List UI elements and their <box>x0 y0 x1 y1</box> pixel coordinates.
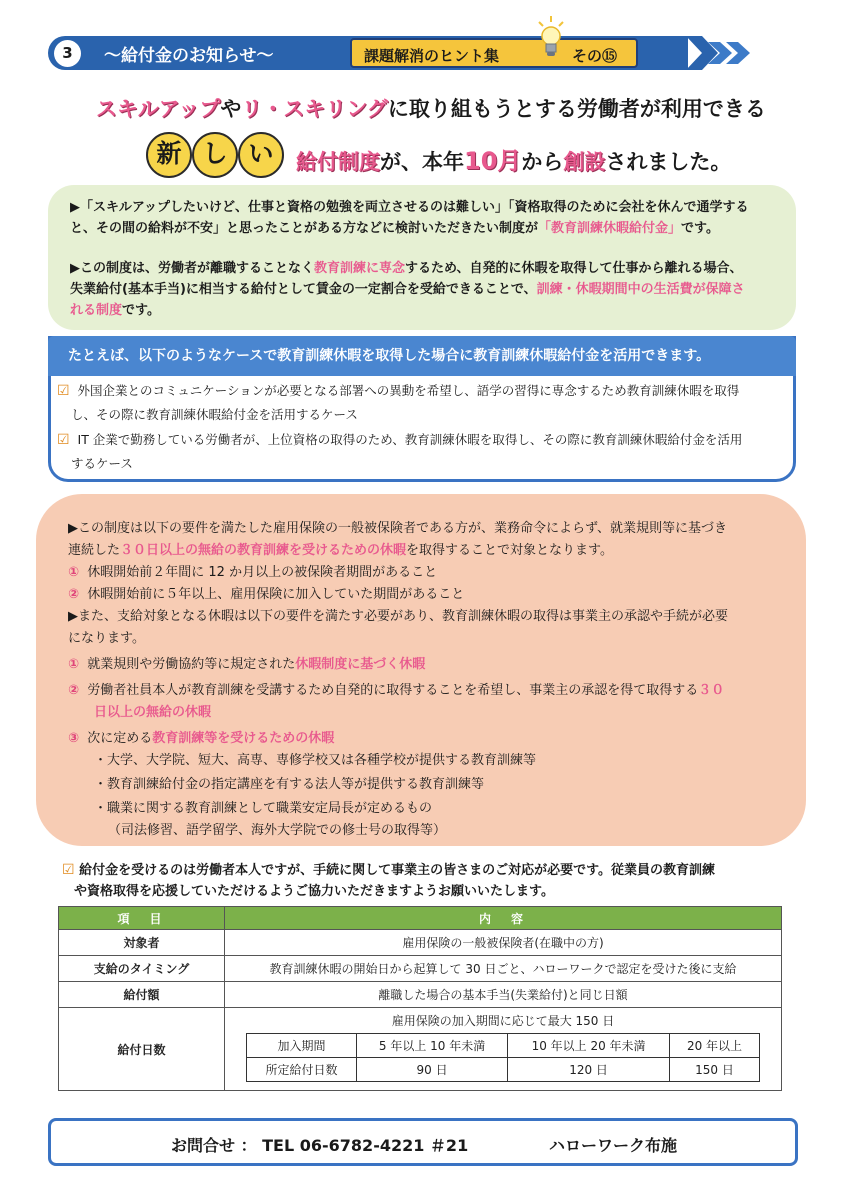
checkbox-icon: ☑ <box>62 862 75 878</box>
contact-phone: お問合せ ： TEL 06-6782-4221 ＃21 <box>171 1136 469 1155</box>
inner-cell: 加入期間 <box>247 1034 357 1058</box>
contact-footer <box>48 1118 798 1166</box>
headline-text: が、本年 <box>380 150 464 174</box>
hint-label: 課題解消のヒント集 <box>364 47 500 65</box>
highlight-text: ３０ <box>698 683 725 698</box>
inner-cell: 5 年以上 10 年未満 <box>357 1034 508 1058</box>
new-char-badge: い <box>238 132 284 178</box>
headline-text: から <box>521 150 564 174</box>
highlight-text: ３０日以上の無給の教育訓練を受けるための休暇 <box>120 543 407 558</box>
checkbox-icon: ☑ <box>57 432 70 448</box>
intro-text: ▶この制度は、労働者が離職することなく <box>70 261 314 276</box>
table-header: 項 目 <box>59 907 225 930</box>
table-cell <box>225 1008 782 1091</box>
table-header: 内 容 <box>225 907 782 930</box>
req-text: 連続した <box>68 543 121 558</box>
hint-label-box <box>350 38 638 68</box>
table-header-row <box>59 907 782 930</box>
highlight-text: 教育訓練に専念 <box>314 261 406 276</box>
headline-line-2 <box>296 141 731 176</box>
headline-text: されました。 <box>605 150 732 174</box>
highlight-text: 訓練・休暇期間中の生活費が保障さ <box>536 282 745 297</box>
days-table <box>246 1033 760 1082</box>
inner-cell: 90 日 <box>357 1058 508 1082</box>
req-text: を取得することで対象となります。 <box>406 543 613 558</box>
item-number: ② <box>68 683 80 698</box>
intro-paragraph-1 <box>70 197 790 239</box>
inner-row <box>247 1034 760 1058</box>
new-char-badge: し <box>192 132 238 178</box>
new-char-badge: 新 <box>146 132 192 178</box>
example-case-1 <box>57 379 793 426</box>
intro-text: 失業給付(基本手当)に相当する給付として賃金の一定割合を受給できることで、 <box>70 282 537 297</box>
table-cell-label: 給付日数 <box>59 1008 225 1091</box>
intro-text: と、その間の給料が不安」と思ったことがある方などに検討いただきたい制度が <box>70 221 539 236</box>
banner-title: ～給付金のお知らせ～ <box>104 46 274 66</box>
inner-row <box>247 1058 760 1082</box>
req-text: 労働者社員本人が教育訓練を受講するため自発的に取得することを希望し、事業主の承認を得て取得する <box>87 683 699 698</box>
checkbox-icon: ☑ <box>57 383 70 399</box>
req-text: ▶この制度は以下の要件を満たした雇用保険の一般被保険者である方が、業務命令によらず、就業規則等に基づき <box>68 521 727 536</box>
intro-paragraph-2 <box>70 258 790 321</box>
req-sub-item: （司法修習、語学留学、海外大学院での修士号の取得等） <box>108 823 447 838</box>
table-row <box>59 982 782 1008</box>
benefit-name: 「教育訓練休暇給付金」 <box>538 221 682 236</box>
headline-skillup: スキルアップ <box>96 97 221 121</box>
highlight-text: れる制度 <box>70 303 123 318</box>
section-number: 3 <box>54 40 81 67</box>
inner-cell: 150 日 <box>670 1058 760 1082</box>
requirements-box <box>36 494 806 846</box>
table-cell-label: 給付額 <box>59 982 225 1008</box>
notice-text: 給付金を受けるのは労働者本人ですが、手続に関して事業主の皆さまのご対応が必要です。従業員の教育訓練 <box>79 863 716 878</box>
table-cell: 雇用保険の一般被保険者(在職中の方) <box>225 930 782 956</box>
req-text: になります。 <box>68 631 145 646</box>
example-text: 外国企業とのコミュニケーションが必要となる部署への異動を希望し、語学の習得に専念するため教育訓練休暇を取得 <box>77 383 740 398</box>
req-text: 休暇開始前２年間に 12 か月以上の被保険者期間があること <box>87 565 438 580</box>
example-case-2 <box>57 428 793 475</box>
item-number: ① <box>68 657 80 672</box>
req-sub-item: ・大学、大学院、短大、高専、専修学校又は各種学校が提供する教育訓練等 <box>94 753 537 768</box>
item-number: ① <box>68 565 80 580</box>
highlight-text: 教育訓練等を受けるための休暇 <box>152 731 335 746</box>
headline-system: 給付制度 <box>296 150 380 174</box>
requirements-content <box>68 518 788 842</box>
headline-line-1 <box>96 93 766 123</box>
table-row <box>59 956 782 982</box>
headline-text: や <box>220 97 242 121</box>
table-cell: 離職した場合の基本手当(失業給付)と同じ日額 <box>225 982 782 1008</box>
employer-notice <box>62 860 802 902</box>
headline-text: に取り組もうとする労働者が利用できる <box>387 97 766 121</box>
req-sub-item: ・教育訓練給付金の指定講座を有する法人等が提供する教育訓練等 <box>94 777 485 792</box>
headline-october: 10月 <box>464 147 522 175</box>
table-cell-label: 支給のタイミング <box>59 956 225 982</box>
req-text: 休暇開始前に５年以上、雇用保険に加入していた期間があること <box>87 587 465 602</box>
intro-text: するため、自発的に休暇を取得して仕事から離れる場合、 <box>405 261 743 276</box>
item-number: ② <box>68 587 80 602</box>
inner-cell: 10 年以上 20 年未満 <box>508 1034 670 1058</box>
req-sub-item: ・職業に関する教育訓練として職業安定局長が定めるもの <box>94 801 433 816</box>
example-text: するケース <box>71 456 133 471</box>
days-note: 雇用保険の加入期間に応じて最大 150 日 <box>391 1014 615 1028</box>
lightbulb-icon <box>536 16 566 62</box>
intro-text: です。 <box>681 221 719 236</box>
table-row <box>59 930 782 956</box>
highlight-text: 日以上の無給の休暇 <box>94 705 212 720</box>
item-number: ③ <box>68 731 80 746</box>
headline-reskilling: リ・スキリング <box>241 97 388 121</box>
header-banner <box>48 30 748 76</box>
inner-cell: 20 年以上 <box>670 1034 760 1058</box>
table-row <box>59 1008 782 1091</box>
req-text: ▶また、支給対象となる休暇は以下の要件を満たす必要があり、教育訓練休暇の取得は事業主の承認や手続が必要 <box>68 609 728 624</box>
hint-number: その⑮ <box>572 47 618 65</box>
example-text: IT 企業で勤務している労働者が、上位資格の取得のため、教育訓練休暇を取得し、その際に教育訓練休暇給付金を活用 <box>77 432 743 447</box>
intro-text: ▶「スキルアップしたいけど、仕事と資格の勉強を両立させるのは難しい」「資格取得のために会社を休んで通学する <box>70 200 749 215</box>
table-cell-label: 対象者 <box>59 930 225 956</box>
highlight-text: 休暇制度に基づく休暇 <box>295 657 426 672</box>
headline-establish: 創設 <box>563 150 606 174</box>
req-text: 次に定める <box>87 731 153 746</box>
intro-box <box>48 185 796 330</box>
inner-cell: 120 日 <box>508 1058 670 1082</box>
table-cell: 教育訓練休暇の開始日から起算して 30 日ごと、ハローワークで認定を受けた後に支給 <box>225 956 782 982</box>
office-name: ハローワーク布施 <box>549 1136 678 1155</box>
examples-heading: たとえば、以下のようなケースで教育訓練休暇を取得した場合に教育訓練休暇給付金を活用できます。 <box>48 336 796 376</box>
example-text: し、その際に教育訓練休暇給付金を活用するケース <box>71 407 358 422</box>
benefit-table <box>58 906 782 1091</box>
inner-cell: 所定給付日数 <box>247 1058 357 1082</box>
notice-text: や資格取得を応援していただけるようご協力いただきますようお願いいたします。 <box>74 884 554 899</box>
chevron-right-icon <box>724 36 758 70</box>
req-text: 就業規則や労働協約等に規定された <box>87 657 296 672</box>
intro-text: です。 <box>122 303 160 318</box>
